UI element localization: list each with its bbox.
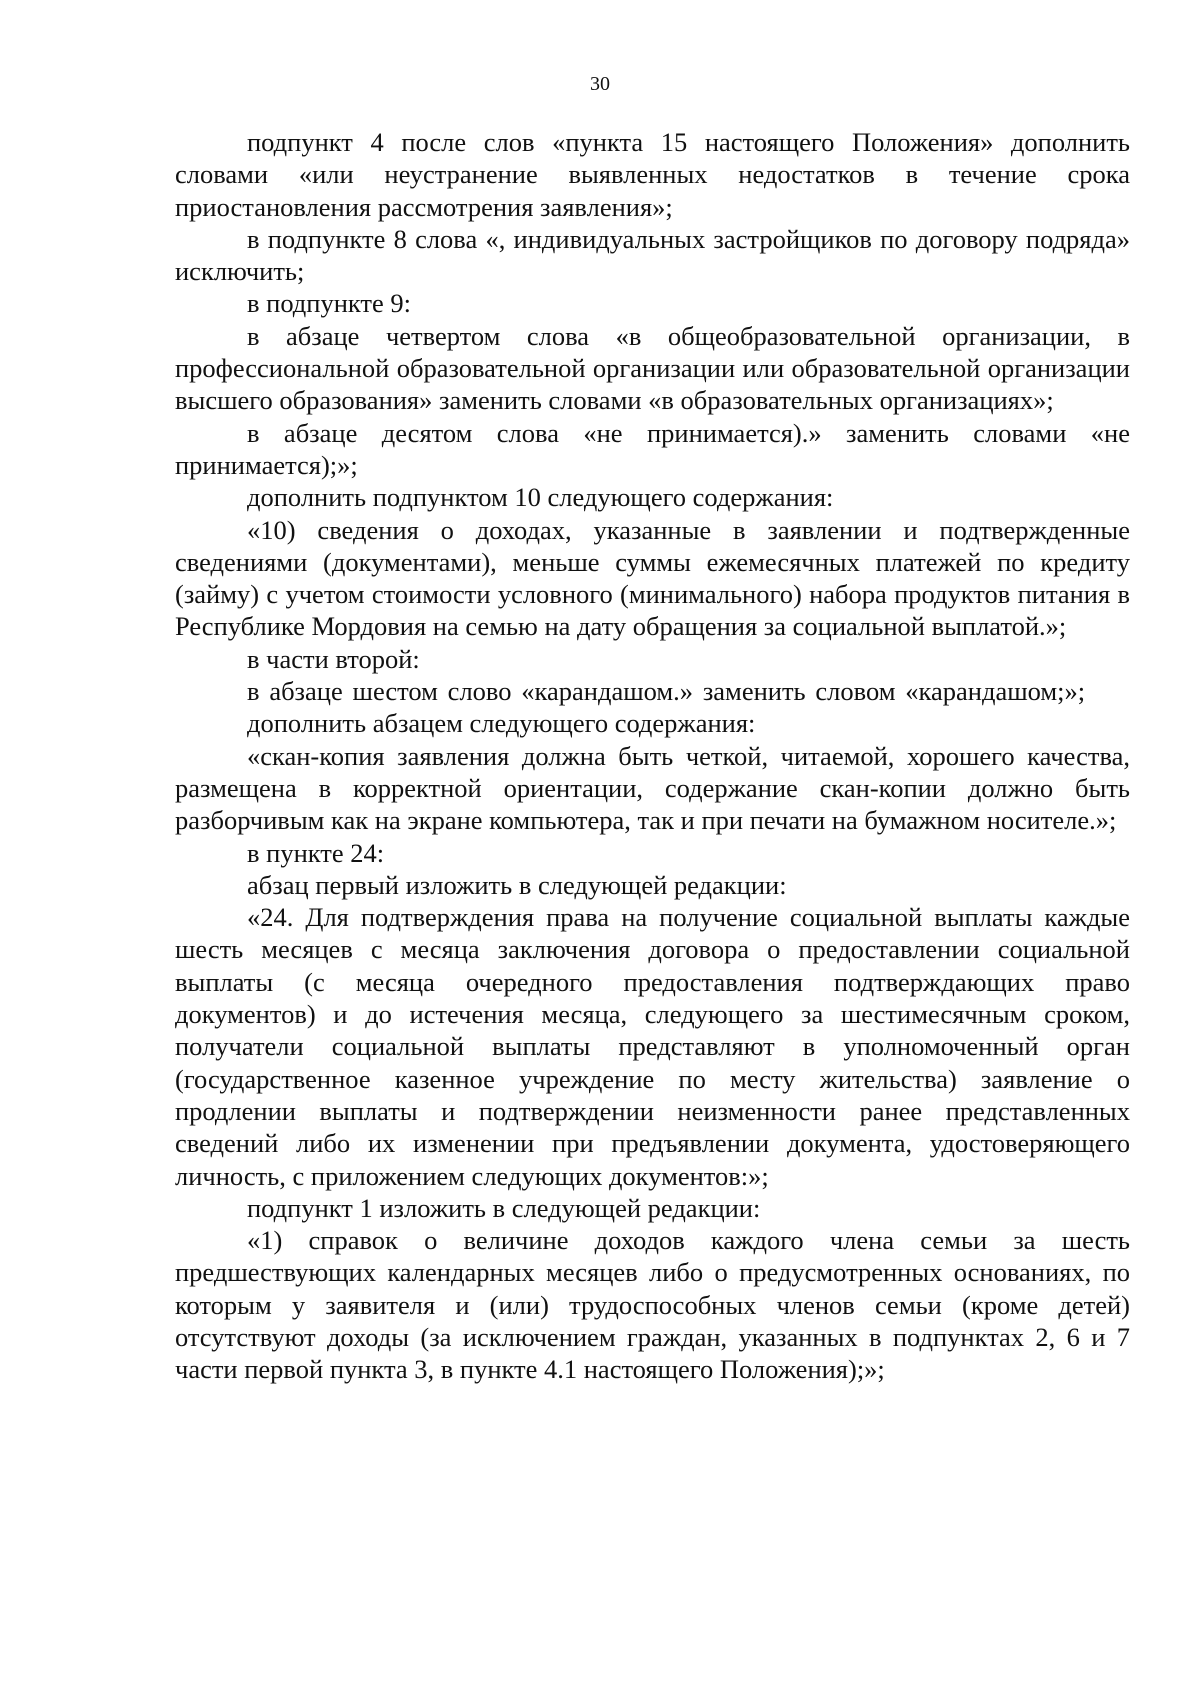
paragraph-1: подпункт 4 после слов «пункта 15 настоящего Положения» дополнить словами «или неустранение выявленных недостатков в течение срока приостановления рассмотрения заявления»; [175,127,1130,222]
paragraph-16: «1) справок о величине доходов каждого члена семьи за шесть предшествующих календарных месяцев либо о предусмотренных основаниях, по которым у заявителя и (или) трудоспособных членов семьи (кроме детей) отсутствуют доходы (за исключением граждан, указанных в подпунктах 2, 6 и 7 части первой пункта 3, в пункте 4.1 настоящего Положения);»; [175,1225,1130,1385]
page-number: 30 [590,73,610,95]
paragraph-11: «скан-копия заявления должна быть четкой, читаемой, хорошего качества, размещена в корректной ориентации, содержание скан-копии должно быть разборчивым как на экране компьютера, так и при печати на бумажном носителе.»; [175,740,1130,836]
paragraph-3: в подпункте 9: [247,288,412,319]
paragraph-12: в пункте 24: [247,837,385,868]
document-body [175,126,1130,1386]
paragraph-6: дополнить подпунктом 10 следующего содержания: [247,482,834,513]
paragraph-10: дополнить абзацем следующего содержания: [247,708,756,739]
paragraph-15: подпункт 1 изложить в следующей редакции: [247,1192,761,1223]
paragraph-2: в подпункте 8 слова «, индивидуальных застройщиков по договору подряда» исключить; [175,223,1130,287]
paragraph-14: «24. Для подтверждения права на получение социальной выплаты каждые шесть месяцев с месяца заключения договора о предоставлении социальной выплаты (с месяца очередного предоставления подтверждающих право документов) и до истечения месяца, следующего за шестимесячным сроком, получатели социальной выплаты представляют в уполномоченный орган (государственное казенное учреждение по месту жительства) заявление о продлении выплаты и подтверждении неизменности ранее представленных сведений либо их изменении при предъявлении документа, удостоверяющего личность, с приложением следующих документов:»; [175,902,1130,1191]
paragraph-5: в абзаце десятом слова «не принимается).» заменить словами «не принимается);»; [175,417,1130,480]
paragraph-8: в части второй: [247,643,420,674]
paragraph-7: «10) сведения о доходах, указанные в заявлении и подтвержденные сведениями (документами), меньше суммы ежемесячных платежей по кредиту (займу) с учетом стоимости условного (минимального) набора продуктов питания в Республике Мордовия на семью на дату обращения за социальной выплатой.»; [175,514,1130,642]
paragraph-13: абзац первый изложить в следующей редакции: [247,869,787,900]
paragraph-4: в абзаце четвертом слова «в общеобразовательной организации, в профессиональной образовательной организации или образовательной организации высшего образования» заменить словами «в образовательных организациях»; [175,320,1130,416]
paragraph-9: в абзаце шестом слово «карандашом.» заменить словом «карандашом;»; [247,676,1086,707]
